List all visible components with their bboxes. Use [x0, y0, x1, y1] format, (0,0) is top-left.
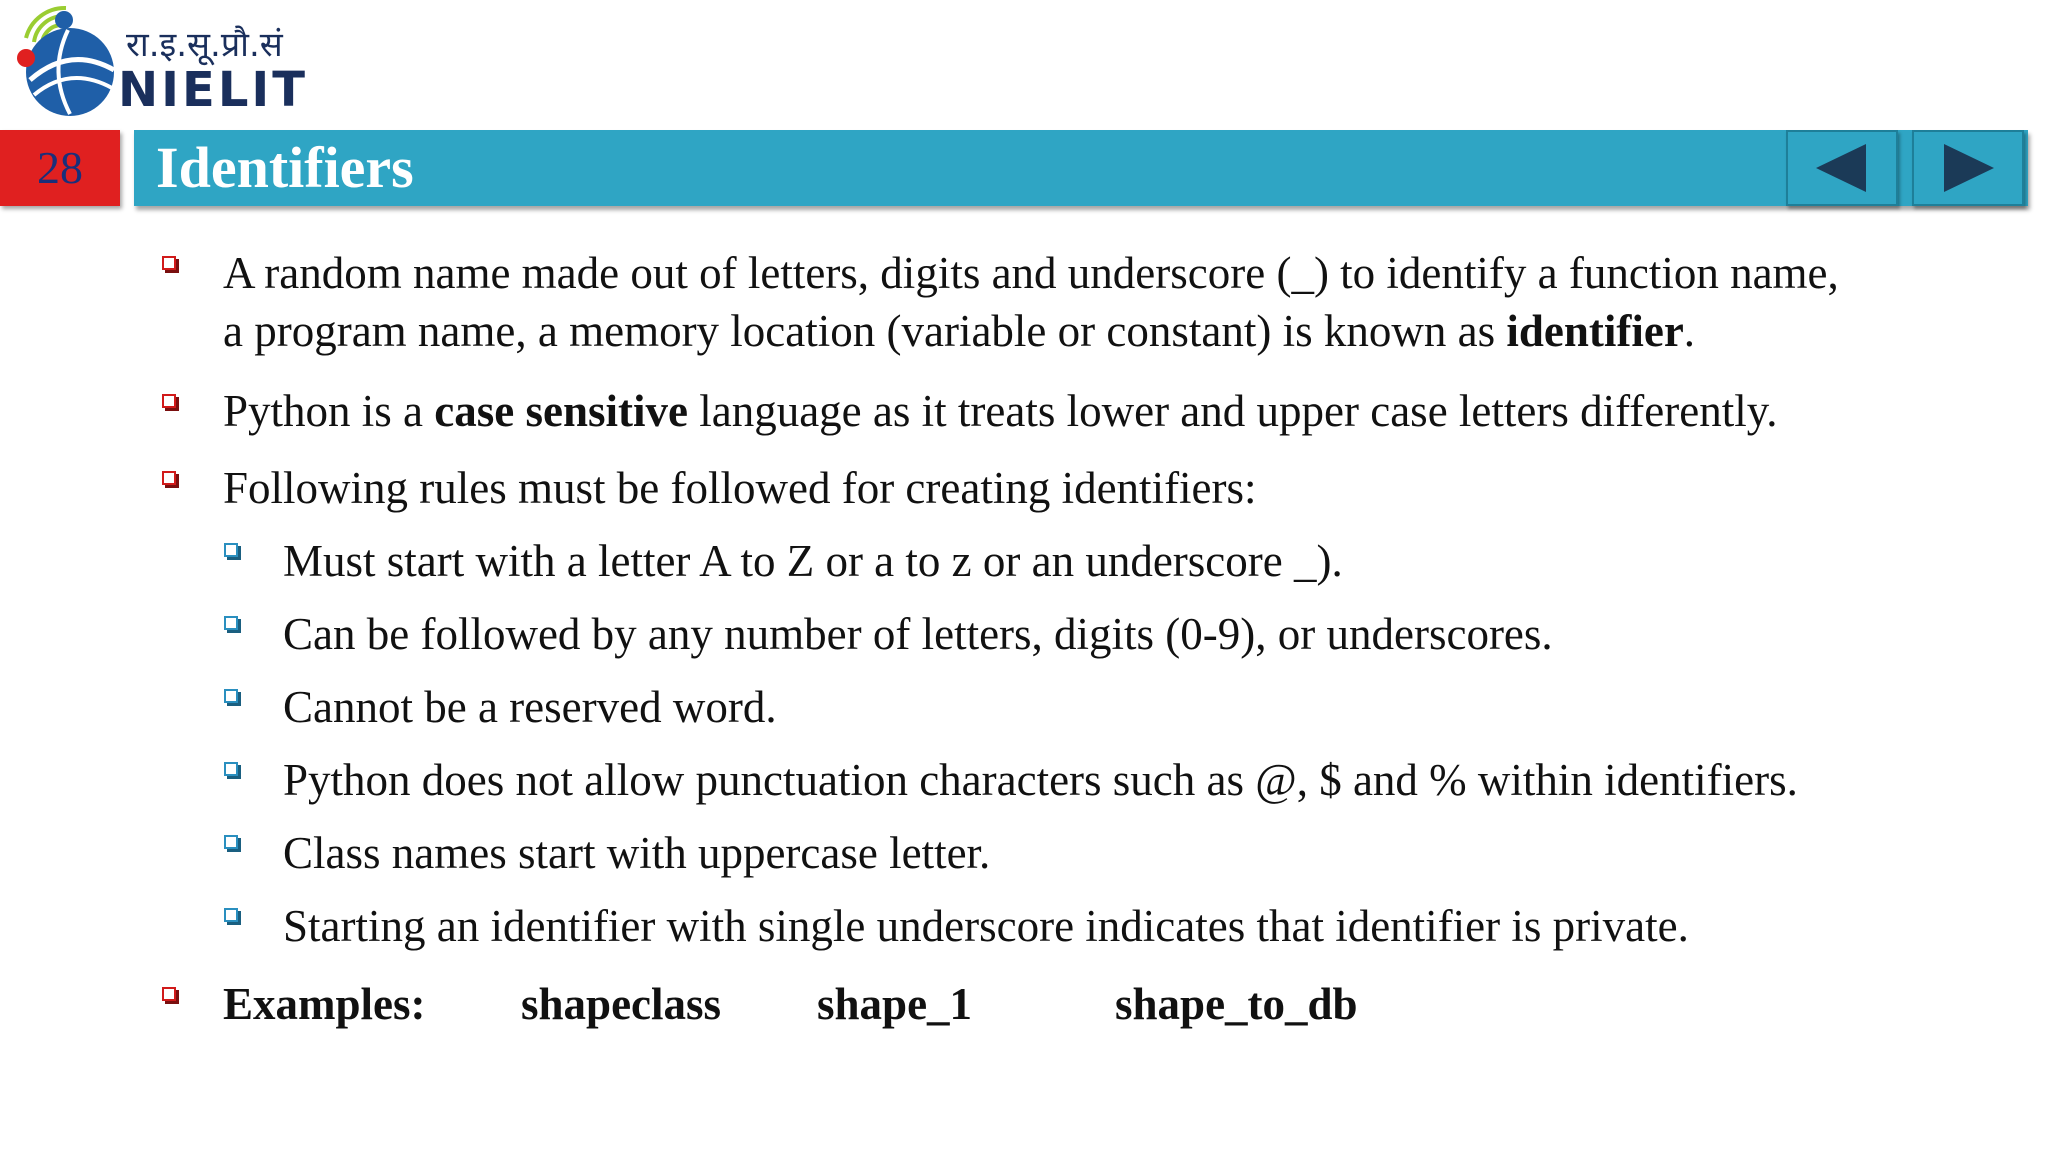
examples-label: Examples: [223, 979, 426, 1029]
bullet-case-sensitive: Python is a case sensitive language as it treats lower and upper case letters differently. [223, 386, 1778, 436]
sub-bullet-marker [224, 543, 238, 557]
bullet-line: A random name made out of letters, digits and underscore (_) to identify a function name, [223, 248, 1839, 298]
slide-number: 28 [0, 130, 120, 206]
logo-name: NIELIT [118, 62, 309, 118]
slide-title: Identifiers [156, 135, 414, 200]
example-identifier: shape_1 [817, 979, 973, 1029]
bullet-line: a program name, a memory location (variable or constant) is known as identifier. [223, 306, 1696, 356]
sub-bullet-marker [224, 835, 238, 849]
logo-hindi-text: रा.इ.सू.प्रौ.सं [126, 25, 283, 65]
sub-bullet-marker [224, 762, 238, 776]
bullet-identifier-definition [223, 244, 1839, 360]
rule-item: Cannot be a reserved word. [283, 682, 777, 732]
bold-term: identifier [1506, 306, 1684, 356]
example-identifier: shape_to_db [1115, 979, 1358, 1029]
examples-row [223, 975, 1358, 1033]
bullet-marker [162, 394, 176, 408]
rule-item: Starting an identifier with single underscore indicates that identifier is private. [283, 901, 1689, 951]
bullet-rules-intro: Following rules must be followed for creating identifiers: [223, 463, 1257, 513]
rule-item: Must start with a letter A to Z or a to z or an underscore _). [283, 536, 1343, 586]
bullet-marker [162, 256, 176, 270]
bullet-marker [162, 471, 176, 485]
example-identifier: shapeclass [521, 979, 722, 1029]
sub-bullet-marker [224, 616, 238, 630]
bullet-marker [162, 987, 176, 1001]
sub-bullet-marker [224, 689, 238, 703]
rule-item: Python does not allow punctuation characters such as @, $ and % within identifiers. [283, 755, 1798, 805]
rule-item: Can be followed by any number of letters, digits (0-9), or underscores. [283, 609, 1553, 659]
bold-term: case sensitive [434, 386, 688, 436]
sub-bullet-marker [224, 908, 238, 922]
rule-item: Class names start with uppercase letter. [283, 828, 991, 878]
